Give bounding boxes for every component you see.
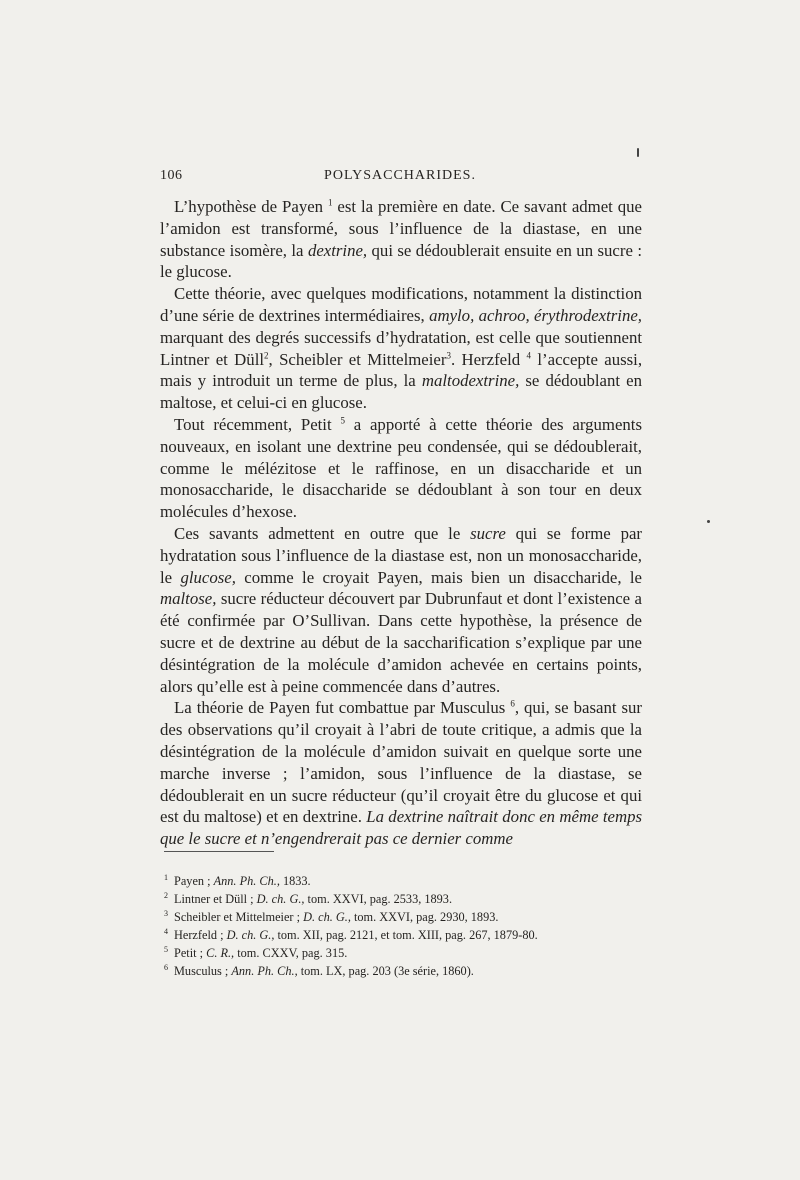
text-span: a apporté à cette théorie des arguments nouveaux, en isolant une dextrine peu condensée, qui se dédoublerait, comme le mélézitose et le raffinose, en un disaccharide et un monosaccharide, le disaccharide se dédoublant à son tour en deux molécules d’hexose. [160,414,642,522]
text-span: tom. LX, pag. 203 (3e série, 1860). [297,964,474,978]
footnote-rule [164,851,274,852]
footnote-number: 1 [164,872,168,882]
text-span: tom. CXXV, pag. 315. [234,946,348,960]
paragraph [160,414,642,523]
footnote-marker: 5 [340,415,345,426]
text-span: Payen ; [174,874,214,888]
text-span: Herzfeld ; [174,928,227,942]
text-span: tom. XXVI, pag. 2533, 1893. [304,892,453,906]
text-span: Tout récemment, Petit [174,414,341,434]
italic-span: sucre [470,523,506,543]
body-text [160,196,642,850]
footnote [164,890,644,908]
footnotes [164,872,644,980]
footnote [164,908,644,926]
paragraph [160,523,642,697]
text-span: Musculus ; [174,964,232,978]
text-span: L’hypothèse de Payen [174,197,328,216]
text-span: Ces savants admettent en outre que le [174,523,471,543]
text-span: . Herzfeld [450,349,527,369]
footnote-marker: 2 [264,349,269,360]
text-span: comme le croyait Payen, mais bien un disaccharide, le [235,567,642,587]
text-span: tom. XXVI, pag. 2930, 1893. [350,910,499,924]
italic-span: maltodextrine, [421,371,520,391]
italic-span: D. ch. G., [303,910,351,924]
footnote-marker: 4 [526,349,532,360]
text-span: tom. XII, pag. 2121, et tom. XIII, pag. 267, 1879-80. [274,928,538,942]
text-span: qui se dédoublerait ensuite en un sucre : le glucose. [160,240,642,282]
paragraph [160,283,642,414]
text-span: se dédoublant en maltose, et celui-ci en glucose. [160,371,642,413]
paragraph [160,697,642,850]
page-number: 106 [160,168,183,183]
scan-speck [637,148,639,157]
footnote-number: 3 [164,908,168,918]
text-span: est la première en date. Ce savant admet que l’amidon est transformé, sous l’influence de la diastase, en une substance isomère, la [160,197,642,260]
text-span: sucre réducteur découvert par Dubrunfaut et dont l’existence a été confirmée par O’Sullivan. Dans cette hypothèse, la présence de sucre et de dextrine au début de la saccharification s’explique par une désintégration de la molécule d’amidon achevée en certains points, alors qu’elle est à peine commencée dans d’autres. [160,589,642,696]
text-span: Lintner et Düll ; [174,892,257,906]
scan-speck [707,520,710,523]
footnote-number: 5 [164,944,168,954]
footnote-number: 4 [164,926,168,936]
footnote-marker: 6 [510,698,515,709]
footnote [164,962,644,980]
text-span: Petit ; [174,946,207,960]
text-span: , Scheibler et Mittelmeier [268,349,447,369]
italic-span: amylo, achroo, érythrodextrine, [429,305,642,325]
running-head: POLYSACCHARIDES. [324,168,476,183]
text-span: La théorie de Payen fut combattue par Musculus [174,698,511,718]
italic-span: La dextrine naîtrait donc en même temps que le sucre et n’engendrerait pas ce dernier comme [160,807,642,849]
italic-span: Ann. Ph. Ch., [213,874,280,888]
text-span: qui se forme par hydratation sous l’influence de la diastase est, non un monosaccharide, le [160,523,642,587]
italic-span: D. ch. G., [226,928,275,942]
italic-span: C. R., [206,946,235,960]
footnote [164,872,644,890]
italic-span: Ann. Ph. Ch., [231,964,298,978]
text-span: , qui, se basant sur des observations qu’il croyait à l’abri de toute critique, a admis que la désintégration de la molécule d’amidon suivait en quelque sorte une marche inverse ; l’amidon, sous l’influence de la diastase, se dédoublerait en un sucre réducteur (qu’il croyait être du glucose et qui est du maltose) et en dextrine. [160,698,642,827]
footnote-number: 6 [164,962,168,972]
italic-span: glucose, [180,567,236,587]
text-span: 1833. [279,874,311,888]
footnote [164,944,644,962]
italic-span: maltose, [160,589,217,609]
text-span: Scheibler et Mittelmeier ; [174,910,304,924]
footnote-marker: 3 [446,349,451,360]
italic-span: D. ch. G., [256,892,305,906]
text-span: marquant des degrés successifs d’hydratation, est celle que soutiennent Lintner et Düll [160,327,642,369]
footnote [164,926,644,944]
footnote-number: 2 [164,890,168,900]
footnote-marker: 1 [328,197,333,208]
text-span: Cette théorie, avec quelques modifications, notamment la distinction d’une série de dextrines intermédiaires, [160,284,642,325]
text-span: l’accepte aussi, mais y introduit un terme de plus, la [160,349,643,391]
italic-span: dextrine, [307,240,368,260]
paragraph [160,196,642,283]
